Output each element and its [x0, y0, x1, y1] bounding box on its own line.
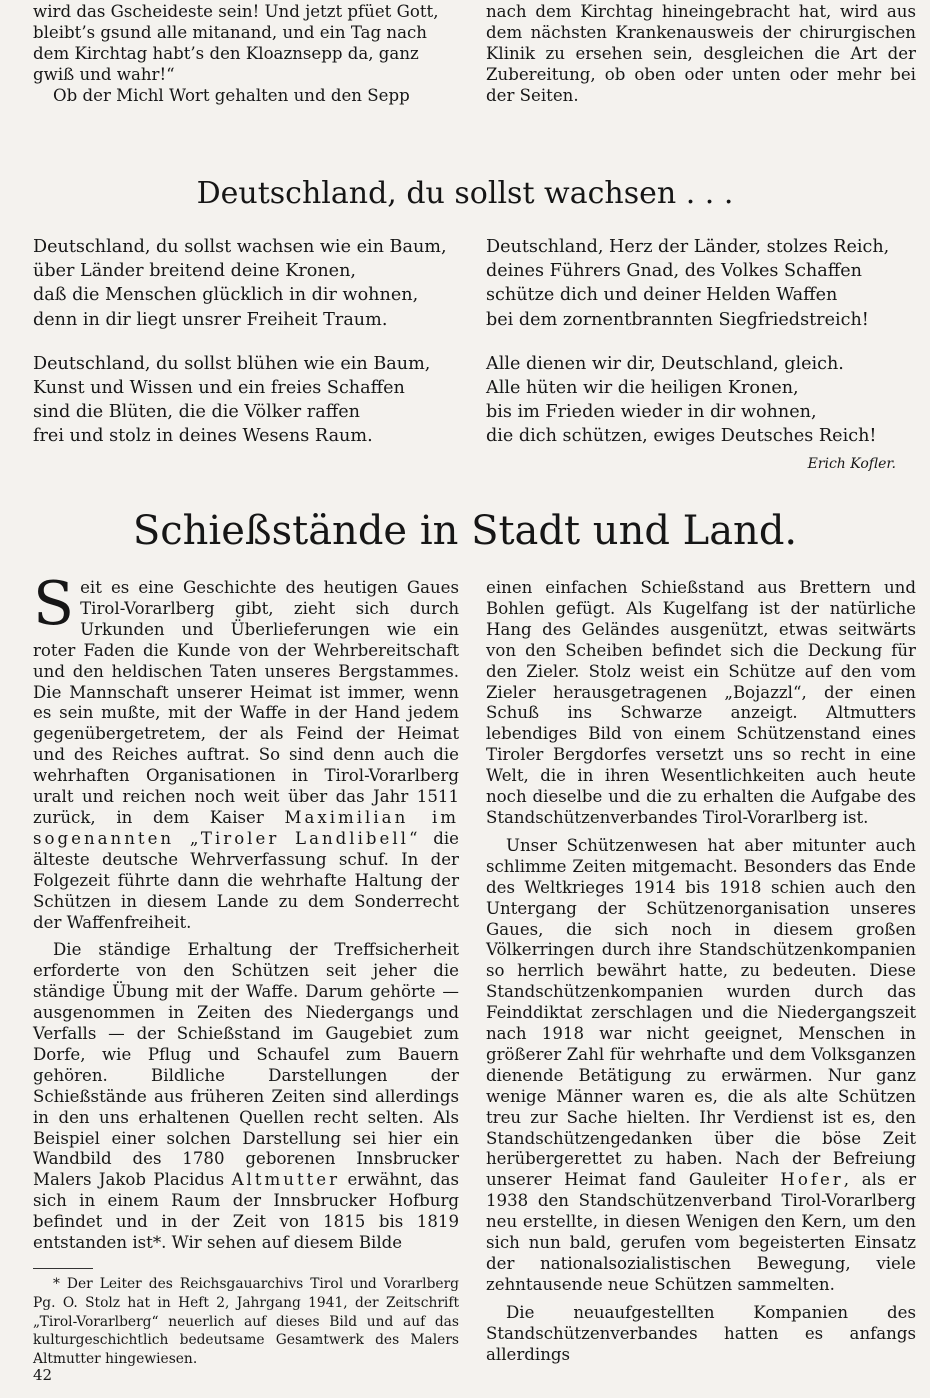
text-line: gwiß und wahr!“ [33, 64, 175, 84]
text-line: bleibt’s gsund alle mitanand, und ein Tag nach [33, 22, 427, 42]
poem-line: Alle dienen wir dir, Deutschland, gleich. [486, 353, 844, 374]
page-number: 42 [33, 1366, 53, 1384]
top-right-paragraph: nach dem Kirchtag hineingebracht hat, wird aus dem nächsten Krankenausweis der chirurgischen Klinik zu ersehen sein, desgleichen die Art der Zubereitung, ob oben oder unten oder mehr bei der Seiten. [486, 2, 916, 105]
poem-title: Deutschland, du sollst wachsen . . . [196, 176, 734, 211]
poem-line: schütze dich und deiner Helden Waffen [486, 285, 838, 306]
poem-author: Erich Kofler. [807, 456, 896, 472]
poem-stanza-4 [486, 352, 906, 449]
article-paragraph-3: einen einfachen Schießstand aus Brettern und Bohlen gefügt. Als Kugelfang ist der natürliche Hang des Geländes ausgenützt, etwas seitwärts von den Scheiben befindet sich die Deckung für den Zieler. Stolz weist ein Schütze auf den vom Zieler herausgetragenen „Bojazzl“, der einen Schuß ins Schwarze anzeigt. Altmutters lebendiges Bild von einem Schützenstand eines Tiroler Bergdorfes versetzt uns so recht in eine Welt, die in ihren Wesentlichkeiten auch heute noch dieselbe und die zu erhalten die Aufgabe des Standschützenverbandes Tirol-Vorarlberg ist. [486, 578, 916, 827]
article-title: Schießstände in Stadt und Land. [132, 508, 798, 554]
poem-line: frei und stolz in deines Wesens Raum. [33, 426, 373, 447]
paragraph-text: die älteste deutsche Wehrverfassung schuf. In der Folgezeit führte dann die wehrhafte Haltung der Schützen in diesem Lande zu dem Sonderrecht der Waffenfreiheit. [33, 828, 459, 932]
poem-line: deines Führers Gnad, des Volkes Schaffen [486, 261, 862, 282]
article-paragraph-5: Die neuaufgestellten Kompanien des Standschützenverbandes hatten es anfangs allerdings [486, 1302, 916, 1364]
article-paragraph-4 [486, 836, 916, 1296]
article-left-column [33, 569, 459, 1369]
poem-line: daß die Menschen glücklich in dir wohnen, [33, 285, 419, 306]
poem-line: sind die Blüten, die die Völker raffen [33, 402, 360, 423]
poem-line: über Länder breitend deine Kronen, [33, 261, 357, 282]
poem-stanza-1 [33, 235, 473, 332]
top-left-lines [33, 2, 456, 86]
poem-line: bei dem zornentbrannten Siegfriedstreich! [486, 309, 869, 330]
article-paragraph-1 [33, 569, 459, 933]
text-line: wird das Gscheideste sein! Und jetzt pfüet Gott, [33, 2, 439, 21]
footnote-divider [33, 1268, 93, 1269]
poem-line: Deutschland, du sollst blühen wie ein Baum, [33, 353, 431, 374]
top-left-paragraph-2: Ob der Michl Wort gehalten und den Sepp [53, 85, 410, 105]
poem-left-column [33, 235, 473, 449]
article-right-column [486, 578, 916, 1366]
poem-line: denn in dir liegt unsrer Freiheit Traum. [33, 309, 388, 330]
poem-line: Alle hüten wir die heiligen Kronen, [486, 378, 799, 399]
paragraph-text: Die ständige Erhaltung der Treffsicherheit erforderte von den Schützen seit jeher die ständige Übung mit der Waffe. Darum gehörte — ausgenommen in Zeiten des Niedergangs und Verfalls — der Schießstand im Gaugebiet zum Dorfe, wie Pflug und Schaufel zum Bauern gehören. Bildliche Darstellungen der Schießstände aus früheren Zeiten sind allerdings in den uns erhaltenen Quellen recht selten. Als Beispiel einer solchen Darstellung sei hier ein Wandbild des 1780 geborenen Innsbrucker Malers Jakob Placidus [33, 940, 459, 1190]
paragraph-text: erwähnt, das sich in einem Raum der Innsbrucker Hofburg befindet und in der Zeit von 1815 bis 1819 entstanden ist*. Wir sehen auf diesem Bilde [33, 1170, 459, 1253]
paragraph-text: , als er 1938 den Standschützenverband Tirol-Vorarlberg neu erstellte, in diesen Wenigen den Kern, um den sich nun bald, gerufen vom begeisterten Einsatz der nationalsozialistischen Bewegung, viele zehntausende neue Schützen sammelten. [486, 1170, 916, 1294]
paragraph-text: Unser Schützenwesen hat aber mitunter auch schlimme Zeiten mitgemacht. Besonders das Ende des Weltkrieges 1914 bis 1918 schien auch den Untergang der Schützenorganisation unseres Gaues, die sich noch in diesem großen Völkerringen durch ihre Standschützenkompanien so herrlich bewährt hatte, zu bedeuten. Diese Standschützenkompanien wurden durch das Feinddiktat zerschlagen und die Niedergangszeit nach 1918 war nicht geeignet, Menschen in größerer Zahl für wehrhafte und dem Volksganzen dienende Betätigung zu erwärmen. Nur ganz wenige Männer waren es, die als alte Schützen treu zur Sache hielten. Ihr Verdienst ist es, den Standschützengedanken über die böse Zeit herübergerettet zu haben. Nach der Befreiung unserer Heimat fand Gauleiter [486, 835, 916, 1190]
poem-stanza-3 [486, 235, 906, 332]
poem-line: Deutschland, Herz der Länder, stolzes Reich, [486, 237, 890, 257]
poem-stanza-2 [33, 352, 473, 449]
poem-line: die dich schützen, ewiges Deutsches Reich! [486, 426, 877, 447]
article-paragraph-2 [33, 940, 459, 1254]
poem-right-column [486, 235, 906, 449]
text-line: dem Kirchtag habt’s den Kloaznsepp da, ganz [33, 43, 419, 63]
poem-line: Kunst und Wissen und ein freies Schaffen [33, 378, 405, 399]
footnote: * Der Leiter des Reichsgauarchivs Tirol und Vorarlberg Pg. O. Stolz hat in Heft 2, Jahrgang 1941, der Zeitschrift „Tirol-Vorarlberg“ neuerlich auf dieses Bild und auf das kulturgeschichtlich bedeutsame Gesamtwerk des Malers Altmutter hingewiesen. [33, 1276, 459, 1368]
spaced-text: Altmutter [231, 1170, 341, 1190]
dropcap-letter: S [33, 569, 75, 639]
spaced-text: Maximilian im sogenannten „Tiroler Landlibell“ [33, 807, 459, 848]
spaced-text: Hofer [780, 1170, 844, 1190]
top-right-column [486, 2, 916, 107]
poem-line: Deutschland, du sollst wachsen wie ein Baum, [33, 237, 447, 257]
paragraph-text: eit es eine Geschichte des heutigen Gaues Tirol-Vorarlberg gibt, zieht sich durch Urkunden und Überlieferungen wie ein roter Faden die Kunde von der Wehrbereitschaft und den heldischen Taten unseres Bergstammes. Die Mannschaft unserer Heimat ist immer, wenn es sein mußte, mit der Waffe in der Hand jedem gegenübergetretem, der als Feind der Heimat und des Reiches auftrat. So sind denn auch die wehrhaften Organisationen in Tirol-Vorarlberg uralt und reichen noch weit über das Jahr 1511 zurück, in dem Kaiser [33, 578, 459, 827]
top-left-column [33, 2, 456, 107]
poem-line: bis im Frieden wieder in dir wohnen, [486, 402, 817, 423]
